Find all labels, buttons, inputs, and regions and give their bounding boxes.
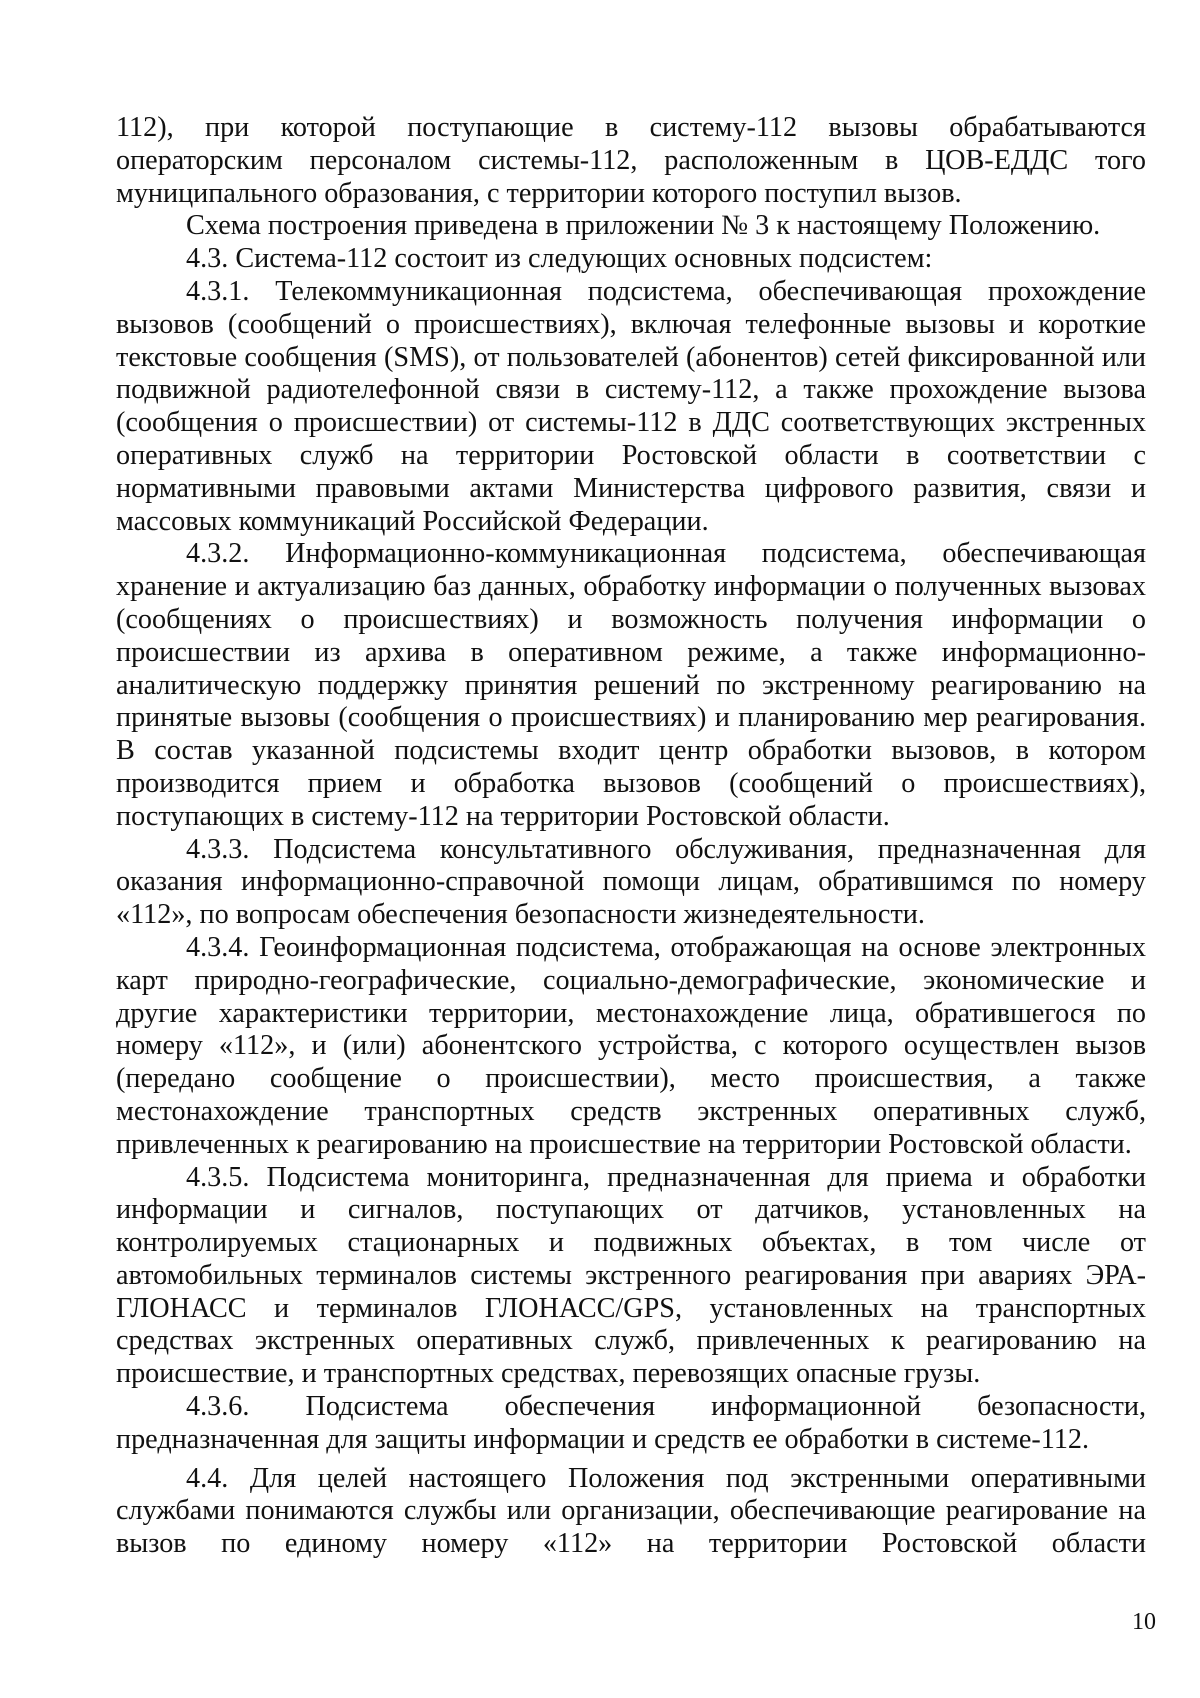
paragraph-4-3: 4.3. Система-112 состоит из следующих основных подсистем: (186, 243, 933, 275)
paragraph-4-3-5: 4.3.5. Подсистема мониторинга, предназначенная для приема и обработки информации и сигналов, поступающих от датчиков, установленных на контролируемых стационарных и подвижных объектах, в том числе от автомобильных терминалов системы экстренного реагирования при авариях ЭРА-ГЛОНАСС и терминалов ГЛОНАСС/GPS, установленных на транспортных средствах экстренных оперативных служб, привлеченных к реагированию на происшествие, и транспортных средствах, перевозящих опасные грузы. (116, 1161, 1146, 1390)
paragraph-4-3-6: 4.3.6. Подсистема обеспечения информационной безопасности, предназначенная для защиты информации и средств ее обработки в системе-112. (116, 1391, 1146, 1455)
paragraph-scheme-note: Схема построения приведена в приложении № 3 к настоящему Положению. (186, 210, 1101, 242)
paragraph-4-3-3: 4.3.3. Подсистема консультативного обслуживания, предназначенная для оказания информационно-справочной помощи лицам, обратившимся по номеру «112», по вопросам обеспечения безопасности жизнедеятельности. (116, 833, 1146, 931)
paragraph-continuation: 112), при которой поступающие в систему-112 вызовы обрабатываются операторским персоналом системы-112, расположенным в ЦОВ-ЕДДС того муниципального образования, с территории которого поступил вызов. (116, 112, 1146, 209)
paragraph-4-3-1: 4.3.1. Телекоммуникационная подсистема, обеспечивающая прохождение вызовов (сообщений о происшествиях), включая телефонные вызовы и короткие текстовые сообщения (SMS), от пользователей (абонентов) сетей фиксированной или подвижной радиотелефонной связи в систему-112, а также прохождение вызова (сообщения о происшествии) от системы-112 в ДДС соответствующих экстренных оперативных служб на территории Ростовской области в соответствии с нормативными правовыми актами Министерства цифрового развития, связи и массовых коммуникаций Российской Федерации. (116, 275, 1146, 537)
paragraph-4-3-2: 4.3.2. Информационно-коммуникационная подсистема, обеспечивающая хранение и актуализацию баз данных, обработку информации о полученных вызовах (сообщениях о происшествиях) и возможность получения информации о происшествии из архива в оперативном режиме, а также информационно-аналитическую поддержку принятия решений по экстренному реагированию на принятые вызовы (сообщения о происшествиях) и планированию мер реагирования. В состав указанной подсистемы входит центр обработки вызовов, в котором производится прием и обработка вызовов (сообщений о происшествиях), поступающих в систему-112 на территории Ростовской области. (116, 538, 1146, 832)
document-body (116, 112, 1146, 1561)
paragraph-4-4: 4.4. Для целей настоящего Положения под экстренными оперативными службами понимаются службы или организации, обеспечивающие реагирование на вызов по единому номеру «112» на территории Ростовской области (116, 1462, 1146, 1560)
page-number: 10 (1132, 1609, 1156, 1635)
paragraph-4-3-4: 4.3.4. Геоинформационная подсистема, отображающая на основе электронных карт природно-географические, социально-демографические, экономические и другие характеристики территории, местонахождение лица, обратившегося по номеру «112», и (или) абонентского устройства, с которого осуществлен вызов (передано сообщение о происшествии), место происшествия, а также местонахождение транспортных средств экстренных оперативных служб, привлеченных к реагированию на происшествие на территории Ростовской области. (116, 931, 1146, 1160)
